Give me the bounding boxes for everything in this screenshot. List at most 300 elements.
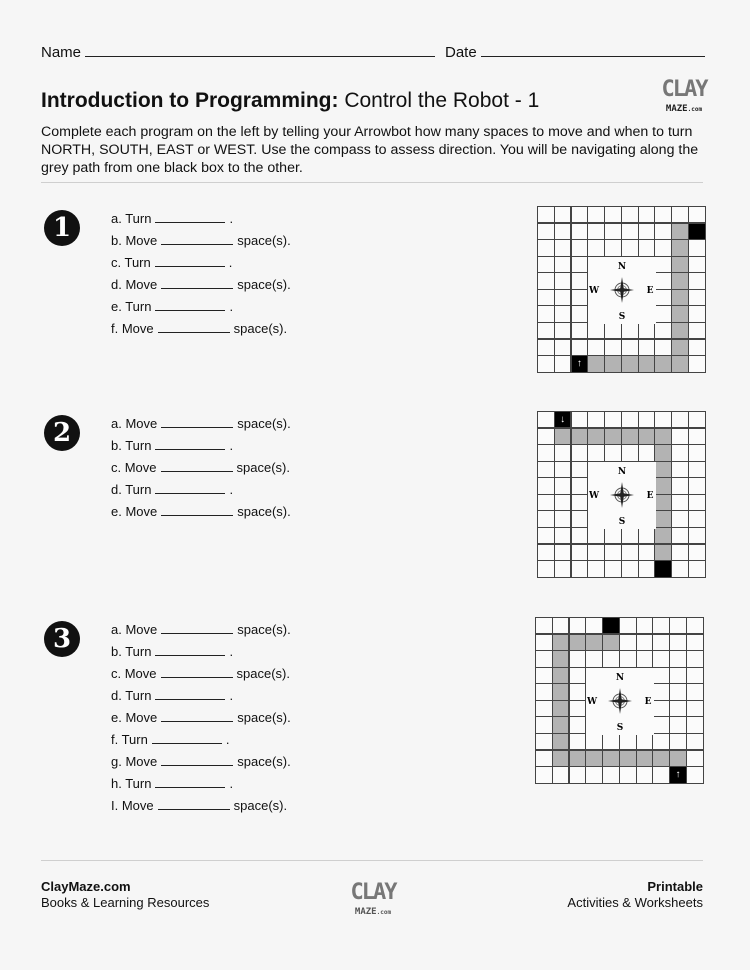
- compass: [586, 668, 654, 735]
- grid-cell: [553, 767, 569, 782]
- grid-cell: [555, 340, 571, 355]
- exercise-number: 1: [44, 210, 80, 246]
- footer-logo-maze: MAZE.com: [354, 907, 392, 917]
- answer-blank[interactable]: [155, 449, 225, 450]
- grid-cell: [637, 734, 653, 749]
- grid-cell: [536, 717, 552, 732]
- step-suffix: .: [225, 732, 230, 747]
- step-label: e. Move: [111, 710, 158, 725]
- compass-south: S: [616, 723, 624, 734]
- answer-blank[interactable]: [161, 633, 233, 634]
- answer-blank[interactable]: [161, 721, 233, 722]
- grid-cell: [689, 545, 705, 560]
- path-cell: [653, 751, 669, 766]
- grid-cell: [605, 528, 621, 543]
- grid-cell: [672, 429, 688, 444]
- grid-cell: [536, 635, 552, 650]
- step-suffix: space(s).: [236, 460, 290, 475]
- path-cell: [570, 751, 586, 766]
- program-step: [111, 298, 291, 320]
- grid-cell: [639, 340, 655, 355]
- compass-east: E: [646, 286, 654, 297]
- grid-cell: [687, 684, 703, 699]
- grid-cell: [555, 528, 571, 543]
- grid-cell: [605, 323, 621, 338]
- step-label: d. Turn: [111, 482, 152, 497]
- answer-blank[interactable]: [155, 310, 225, 311]
- grid-cell: [605, 340, 621, 355]
- compass-east: E: [644, 697, 652, 708]
- grid-cell: [538, 429, 554, 444]
- grid-cell: [588, 412, 604, 427]
- grid-cell: [622, 240, 638, 255]
- path-cell: [605, 356, 621, 371]
- step-suffix: space(s).: [237, 416, 291, 431]
- grid-cell: [588, 323, 604, 338]
- grid-cell: [689, 445, 705, 460]
- grid-cell: [570, 651, 586, 666]
- path-cell: [586, 751, 602, 766]
- grid-cell: [622, 412, 638, 427]
- grid-cell: [588, 445, 604, 460]
- grid-cell: [586, 734, 602, 749]
- step-label: a. Move: [111, 622, 158, 637]
- grid-cell: [655, 273, 671, 288]
- step-label: f. Turn: [111, 732, 148, 747]
- grid-cell: [586, 651, 602, 666]
- path-cell: [553, 668, 569, 683]
- path-cell: [603, 751, 619, 766]
- grid-cell: [689, 528, 705, 543]
- grid-cell: [588, 340, 604, 355]
- grid-cell: [538, 462, 554, 477]
- program-step: [111, 254, 291, 276]
- footer-left: [41, 879, 209, 911]
- grid-cell: [588, 545, 604, 560]
- program-step: [111, 459, 291, 481]
- grid-cell: [538, 561, 554, 576]
- name-field[interactable]: [41, 44, 435, 61]
- path-cell: [655, 429, 671, 444]
- grid-cell: [555, 545, 571, 560]
- answer-blank[interactable]: [161, 515, 233, 516]
- grid-cell: [555, 207, 571, 222]
- step-suffix: .: [229, 299, 234, 314]
- grid-cell: [588, 240, 604, 255]
- grid-cell: [639, 412, 655, 427]
- step-label: I. Move: [111, 798, 154, 813]
- grid-cell: [689, 561, 705, 576]
- answer-blank[interactable]: [161, 471, 233, 472]
- grid-cell: [689, 207, 705, 222]
- grid-cell: [570, 684, 586, 699]
- grid-cell: [538, 290, 554, 305]
- grid-cell: [605, 545, 621, 560]
- grid-cell: [588, 528, 604, 543]
- grid-cell: [605, 412, 621, 427]
- compass: [588, 257, 656, 324]
- step-suffix: .: [229, 644, 234, 659]
- grid-cell: [672, 462, 688, 477]
- grid-cell: [655, 224, 671, 239]
- answer-blank[interactable]: [161, 427, 233, 428]
- step-suffix: space(s).: [233, 798, 288, 813]
- grid-cell: [588, 561, 604, 576]
- answer-blank[interactable]: [155, 699, 225, 700]
- grid-cell: [572, 290, 588, 305]
- grid-cell: [689, 462, 705, 477]
- path-cell: [553, 651, 569, 666]
- path-cell: [672, 306, 688, 321]
- grid-cell: [536, 684, 552, 699]
- arrowbot-start: ↑: [572, 356, 588, 371]
- footer-logo: [348, 881, 398, 918]
- grid-cell: [639, 207, 655, 222]
- grid-cell: [655, 306, 671, 321]
- grid-cell: [536, 701, 552, 716]
- program-steps: [111, 621, 291, 819]
- grid-cell: [603, 767, 619, 782]
- path-cell: [620, 751, 636, 766]
- program-step: [111, 643, 291, 665]
- name-label: Name: [41, 44, 82, 61]
- grid-cell: [655, 257, 671, 272]
- answer-blank[interactable]: [161, 677, 233, 678]
- grid-cell: [689, 412, 705, 427]
- footer-site: ClayMaze.com: [41, 879, 131, 894]
- compass-west: W: [589, 286, 600, 297]
- path-cell: [672, 224, 688, 239]
- grid-cell: [655, 240, 671, 255]
- grid-cell: [687, 734, 703, 749]
- program-step: [111, 415, 291, 437]
- path-cell: [672, 273, 688, 288]
- grid-cell: [588, 224, 604, 239]
- grid-cell: [536, 668, 552, 683]
- step-suffix: .: [229, 776, 234, 791]
- step-label: a. Move: [111, 416, 158, 431]
- grid-cell: [536, 751, 552, 766]
- grid-cell: [588, 207, 604, 222]
- path-cell: [670, 751, 686, 766]
- grid-cell: [622, 340, 638, 355]
- grid-cell: [622, 207, 638, 222]
- program-step: [111, 687, 291, 709]
- path-cell: [639, 356, 655, 371]
- grid-cell: [687, 767, 703, 782]
- exercise-number: 2: [44, 415, 80, 451]
- compass-west: W: [587, 697, 598, 708]
- grid-cell: [689, 495, 705, 510]
- grid-cell: [538, 257, 554, 272]
- grid-cell: [536, 734, 552, 749]
- grid-cell: [586, 618, 602, 633]
- path-cell: [672, 257, 688, 272]
- page-title: Introduction to Programming: Control the Robot - 1: [41, 89, 540, 112]
- grid-cell: [536, 618, 552, 633]
- compass-east: E: [646, 491, 654, 502]
- grid-cell: [689, 356, 705, 371]
- compass-west: W: [589, 491, 600, 502]
- program-step: [111, 775, 291, 797]
- path-cell: [622, 429, 638, 444]
- path-cell: [655, 478, 671, 493]
- grid-cell: [689, 478, 705, 493]
- grid-cell: [538, 528, 554, 543]
- grid-cell: [572, 340, 588, 355]
- step-suffix: .: [229, 688, 234, 703]
- step-label: f. Move: [111, 321, 154, 336]
- grid-cell: [538, 240, 554, 255]
- path-cell: [637, 751, 653, 766]
- grid-cell: [620, 767, 636, 782]
- grid-cell: [639, 545, 655, 560]
- grid-cell: [655, 412, 671, 427]
- grid-cell: [553, 618, 569, 633]
- grid-cell: [689, 273, 705, 288]
- grid-cell: [572, 545, 588, 560]
- logo-clay: CLAY: [661, 77, 707, 102]
- grid-cell: [655, 340, 671, 355]
- grid-cell: [655, 207, 671, 222]
- grid-cell: [555, 511, 571, 526]
- step-label: c. Turn: [111, 255, 151, 270]
- grid-cell: [605, 445, 621, 460]
- claymaze-logo: [660, 78, 708, 115]
- step-label: b. Move: [111, 233, 158, 248]
- step-suffix: space(s).: [233, 321, 288, 336]
- grid-cell: [605, 207, 621, 222]
- grid-cell: [555, 306, 571, 321]
- goal-box: [603, 618, 619, 633]
- step-label: g. Move: [111, 754, 158, 769]
- grid-cell: [653, 635, 669, 650]
- step-suffix: .: [229, 482, 234, 497]
- program-step: [111, 276, 291, 298]
- grid-cell: [653, 618, 669, 633]
- path-cell: [572, 429, 588, 444]
- grid-cell: [639, 224, 655, 239]
- grid-cell: [620, 651, 636, 666]
- answer-blank[interactable]: [161, 288, 233, 289]
- grid-cell: [653, 651, 669, 666]
- grid-cell: [620, 618, 636, 633]
- program-step: [111, 709, 291, 731]
- grid-cell: [689, 240, 705, 255]
- grid-cell: [622, 445, 638, 460]
- step-suffix: .: [229, 211, 234, 226]
- grid-cell: [655, 323, 671, 338]
- program-step: [111, 665, 291, 687]
- grid-cell: [672, 478, 688, 493]
- grid-cell: [689, 511, 705, 526]
- grid-cell: [637, 651, 653, 666]
- step-suffix: space(s).: [237, 233, 291, 248]
- grid-cell: [572, 323, 588, 338]
- compass-rose-icon: [587, 668, 653, 734]
- step-suffix: space(s).: [237, 622, 291, 637]
- answer-blank[interactable]: [155, 493, 225, 494]
- grid-cell: [622, 224, 638, 239]
- logo-maze: MAZE.com: [665, 104, 703, 114]
- path-cell: [553, 734, 569, 749]
- grid-cell: [555, 323, 571, 338]
- path-cell: [553, 635, 569, 650]
- grid-cell: [570, 701, 586, 716]
- grid-cell: [555, 290, 571, 305]
- grid-cell: [620, 635, 636, 650]
- compass-north: N: [618, 262, 627, 273]
- path-cell: [588, 356, 604, 371]
- grid-cell: [538, 511, 554, 526]
- grid-cell: [670, 651, 686, 666]
- grid-cell: [570, 767, 586, 782]
- program-step: [111, 621, 291, 643]
- compass-rose-icon: [589, 257, 655, 323]
- step-label: b. Turn: [111, 438, 152, 453]
- grid-cell: [670, 618, 686, 633]
- grid-cell: [689, 290, 705, 305]
- grid-cell: [572, 224, 588, 239]
- grid-cell: [572, 495, 588, 510]
- answer-blank[interactable]: [161, 765, 233, 766]
- step-label: e. Turn: [111, 299, 152, 314]
- path-cell: [655, 356, 671, 371]
- grid-cell: [637, 618, 653, 633]
- goal-box: [655, 561, 671, 576]
- step-label: e. Move: [111, 504, 158, 519]
- grid-cell: [603, 734, 619, 749]
- grid-cell: [622, 528, 638, 543]
- grid-cell: [687, 668, 703, 683]
- answer-blank[interactable]: [152, 743, 222, 744]
- compass: [588, 462, 656, 529]
- path-cell: [553, 717, 569, 732]
- footer-logo-clay: CLAY: [350, 880, 396, 905]
- answer-blank[interactable]: [155, 266, 225, 267]
- program-step: [111, 797, 291, 819]
- compass-south: S: [618, 312, 626, 323]
- program-step: [111, 232, 291, 254]
- exercise-number: 3: [44, 621, 80, 657]
- grid-cell: [572, 478, 588, 493]
- grid-cell: [572, 445, 588, 460]
- arrowbot-start: ↓: [555, 412, 571, 427]
- grid-cell: [639, 323, 655, 338]
- compass-north: N: [616, 673, 625, 684]
- grid-cell: [653, 717, 669, 732]
- grid-cell: [538, 207, 554, 222]
- grid-cell: [570, 668, 586, 683]
- answer-blank[interactable]: [158, 809, 230, 810]
- grid-cell: [687, 701, 703, 716]
- answer-blank[interactable]: [155, 787, 225, 788]
- answer-blank[interactable]: [158, 332, 230, 333]
- grid-cell: [637, 635, 653, 650]
- compass-rose-icon: [589, 462, 655, 528]
- answer-blank[interactable]: [155, 222, 225, 223]
- path-cell: [586, 635, 602, 650]
- grid-cell: [538, 340, 554, 355]
- grid-cell: [622, 561, 638, 576]
- grid-cell: [572, 462, 588, 477]
- grid-cell: [639, 445, 655, 460]
- path-cell: [655, 445, 671, 460]
- grid-cell: [639, 240, 655, 255]
- grid-cell: [620, 734, 636, 749]
- grid-cell: [570, 618, 586, 633]
- grid-cell: [672, 545, 688, 560]
- grid-cell: [672, 528, 688, 543]
- grid-cell: [555, 495, 571, 510]
- grid-cell: [689, 340, 705, 355]
- grid-cell: [572, 240, 588, 255]
- grid-cell: [572, 561, 588, 576]
- grid-cell: [572, 528, 588, 543]
- grid-cell: [555, 445, 571, 460]
- path-cell: [639, 429, 655, 444]
- grid-cell: [670, 717, 686, 732]
- grid-cell: [555, 224, 571, 239]
- goal-box: [689, 224, 705, 239]
- path-cell: [655, 545, 671, 560]
- grid-cell: [689, 429, 705, 444]
- grid-cell: [689, 306, 705, 321]
- grid-cell: [555, 462, 571, 477]
- grid-cell: [555, 257, 571, 272]
- footer-tagline: Books & Learning Resources: [41, 895, 210, 910]
- answer-blank[interactable]: [155, 655, 225, 656]
- path-cell: [672, 356, 688, 371]
- step-suffix: space(s).: [237, 754, 291, 769]
- footer-divider: [41, 860, 703, 861]
- footer-printable: Printable: [647, 879, 703, 894]
- answer-blank[interactable]: [161, 244, 233, 245]
- grid-cell: [538, 478, 554, 493]
- grid-cell: [670, 701, 686, 716]
- path-cell: [570, 635, 586, 650]
- program-steps: [111, 210, 291, 342]
- grid-cell: [555, 478, 571, 493]
- step-label: h. Turn: [111, 776, 152, 791]
- grid-cell: [672, 511, 688, 526]
- grid-cell: [605, 224, 621, 239]
- grid-cell: [672, 561, 688, 576]
- grid-cell: [687, 618, 703, 633]
- grid-cell: [538, 495, 554, 510]
- grid-cell: [672, 207, 688, 222]
- step-label: c. Move: [111, 460, 157, 475]
- grid-cell: [538, 356, 554, 371]
- grid-cell: [622, 545, 638, 560]
- path-cell: [555, 429, 571, 444]
- path-cell: [588, 429, 604, 444]
- path-cell: [655, 495, 671, 510]
- grid-cell: [672, 495, 688, 510]
- step-label: a. Turn: [111, 211, 152, 226]
- path-cell: [655, 511, 671, 526]
- step-suffix: space(s).: [237, 504, 291, 519]
- instructions: Complete each program on the left by telling your Arrowbot how many spaces to move and when to turn NORTH, SOUTH, EAST or WEST. Use the compass to assess direction. You will be navigating along the grey path from one black box to the other.: [41, 124, 699, 176]
- date-field[interactable]: [445, 44, 705, 61]
- path-cell: [672, 240, 688, 255]
- grid-cell: [538, 412, 554, 427]
- path-cell: [622, 356, 638, 371]
- step-suffix: .: [228, 255, 233, 270]
- grid-cell: [655, 290, 671, 305]
- path-cell: [672, 340, 688, 355]
- grid-cell: [572, 412, 588, 427]
